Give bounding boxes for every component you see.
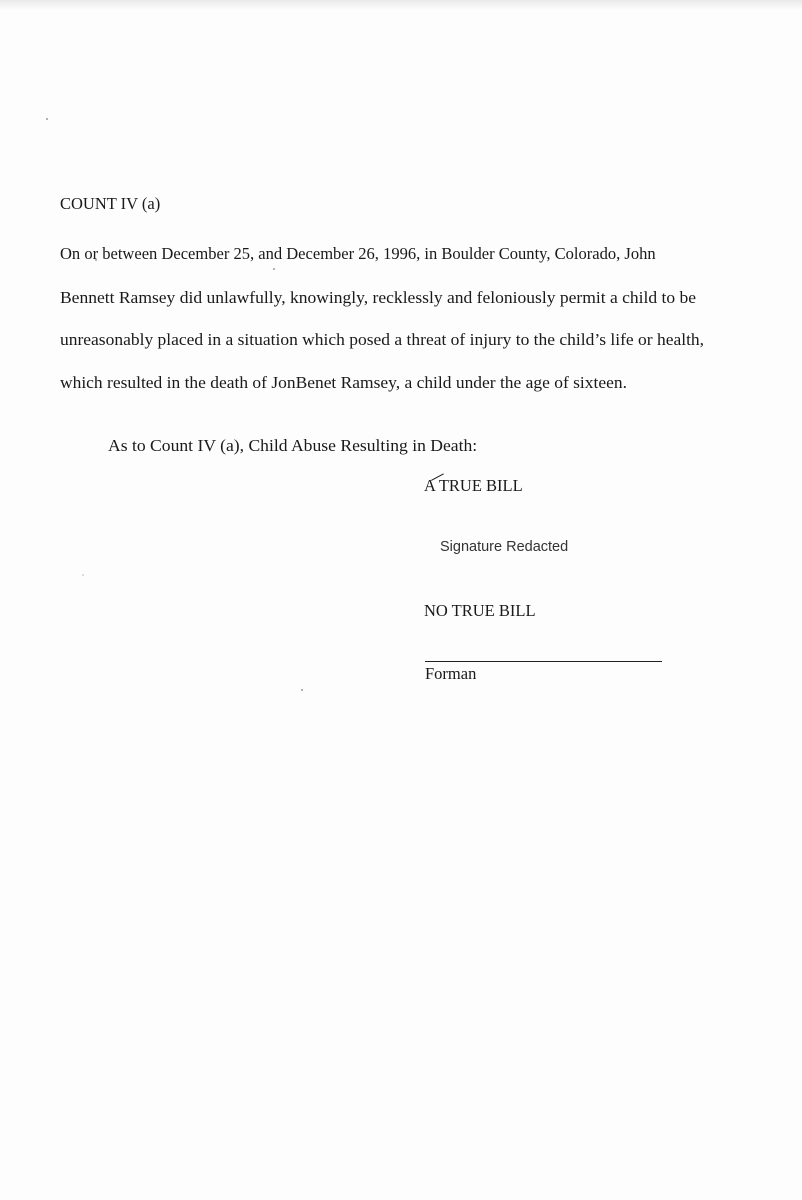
charge-line-2: Bennett Ramsey did unlawfully, knowingly, recklessly and feloniously permit a child to be (60, 288, 697, 307)
count-heading: COUNT IV (a) (60, 194, 161, 213)
page-top-shadow (0, 0, 802, 10)
as-to-count-line: As to Count IV (a), Child Abuse Resulting in Death: (108, 436, 478, 455)
scan-speck (301, 689, 303, 691)
charge-line-3: unreasonably placed in a situation which posed a threat of injury to the child’s life or health, (60, 330, 705, 349)
scan-speck (273, 268, 275, 270)
foreman-label: Forman (425, 664, 477, 683)
scan-speck (46, 118, 48, 120)
signature-redacted-note: Signature Redacted (440, 539, 569, 555)
charge-line-4: which resulted in the death of JonBenet Ramsey, a child under the age of sixteen. (60, 373, 627, 392)
foreman-signature-line (425, 661, 662, 662)
scan-speck (82, 574, 84, 576)
no-true-bill-label: NO TRUE BILL (424, 601, 536, 620)
charge-line-1: On or between December 25, and December 26, 1996, in Boulder County, Colorado, John (60, 244, 656, 263)
true-bill-label: A TRUE BILL (424, 476, 523, 495)
